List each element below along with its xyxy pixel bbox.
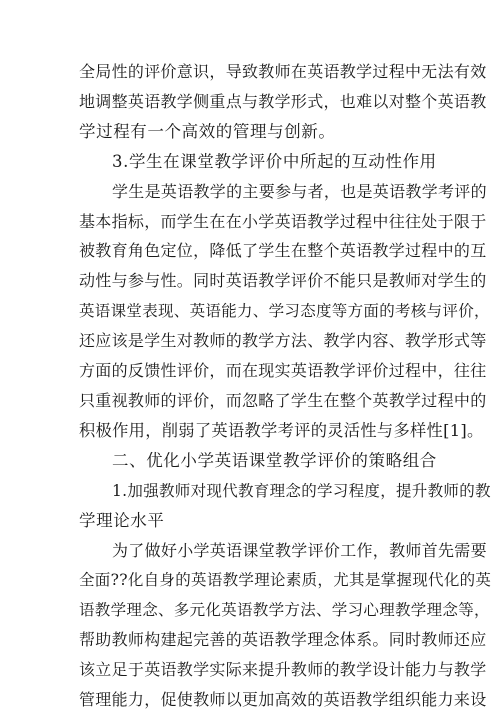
text-line: 积极作用，削弱了英语教学考评的灵活性与多样性[1]。 (79, 420, 484, 440)
text-line: 该立足于英语教学实际来提升教师的教学设计能力与教学 (79, 660, 487, 680)
text-line: 方面的反馈性评价，而在现实英语教学评价过程中，往往 (79, 361, 487, 380)
text-line: 英语课堂表现、英语能力、学习态度等方面的考核与评价， (79, 302, 490, 321)
text-line: 学生是英语教学的主要参与者，也是英语教学考评的 (112, 181, 487, 201)
text-line: 还应该是学生对教师的教学方法、教学内容、教学形式等 (79, 331, 487, 351)
text-line: 为了做好小学英语课堂教学评价工作，教师首先需要 (112, 540, 487, 560)
text-line: 管理能力，促使教师以更加高效的英语教学组织能力来设 (79, 690, 487, 709)
text-line: 学过程有一个高效的管理与创新。 (79, 121, 336, 141)
text-line: 只重视教师的评价，而忽略了学生在整个英教学过程中的 (79, 391, 487, 410)
subsection-heading: 学理论水平 (79, 510, 165, 530)
text-line: 帮助教师构建起完善的英语教学理念体系。同时教师还应 (79, 630, 487, 650)
text-line: 地调整英语教学侧重点与教学形式，也难以对整个英语教 (79, 91, 487, 111)
text-line: 动性与参与性。同时英语教学评价不能只是教师对学生的 (79, 271, 487, 291)
subsection-heading: 1.加强教师对现代教育理念的学习程度，提升教师的教 (112, 481, 491, 500)
section-heading: 3.学生在课堂教学评价中所起的互动性作用 (112, 151, 437, 171)
text-line: 语教学理念、多元化英语教学方法、学习心理教学理念等， (79, 601, 490, 620)
section-heading: 二、优化小学英语课堂教学评价的策略组合 (112, 450, 437, 470)
text-line: 基本指标，而学生在在小学英语教学过程中往往处于限于 (79, 211, 487, 231)
text-line: 全面??化自身的英语教学理论素质，尤其是掌握现代化的英 (79, 571, 492, 590)
text-line: 全局性的评价意识，导致教师在英语教学过程中无法有效 (79, 62, 487, 81)
text-line: 被教育角色定位，降低了学生在整个英语教学过程中的互 (79, 241, 487, 261)
